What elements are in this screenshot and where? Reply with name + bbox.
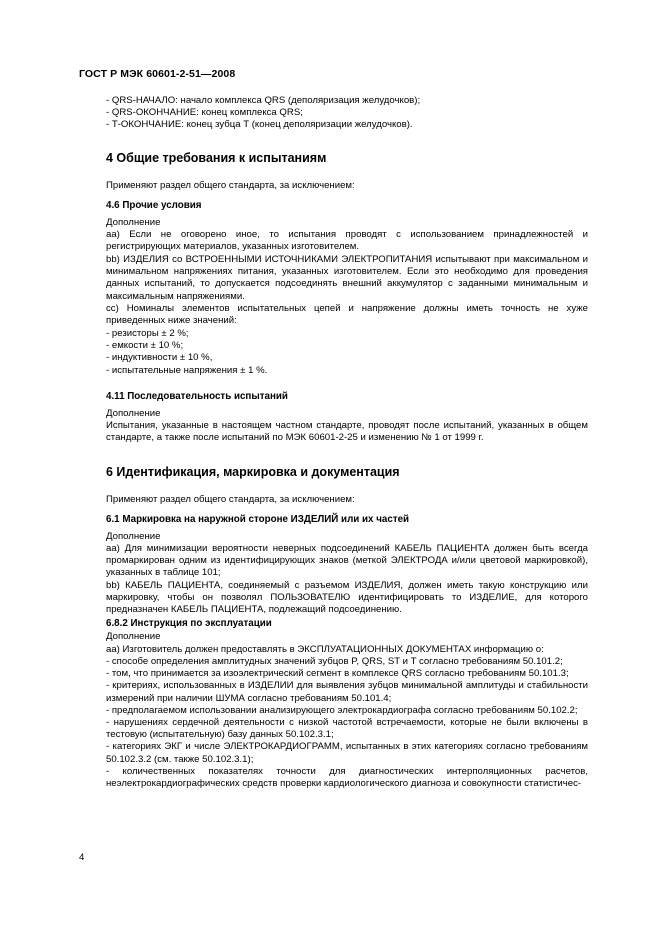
paragraph-6-8-2-aa: aa) Изготовитель должен предоставлять в ЭКСПЛУАТАЦИОННЫХ ДОКУМЕНТАХ информацию о: [106,644,544,655]
list-item: - нарушениях сердечной деятельности с низкой частотой встречаемости, которые не были включены в тестовую (испытательную) базу данных 50.102.3.1; [106,717,588,741]
subsection-4-6-addition: Дополнение [106,217,161,228]
top-list [106,95,588,132]
paragraph-6-1-aa: aa) Для минимизации вероятности неверных подсоединений КАБЕЛЬ ПАЦИЕНТА должен быть всегда промаркирован одним из идентифицирующих знаков (меткой ЭЛЕКТРОДА и/или цветовой маркировкой), указанных в таблице 101; [106,543,588,579]
list-item: - том, что принимается за изоэлектрический сегмент в комплексе QRS согласно требованиям 50.101.3; [106,668,569,680]
tolerance-list [106,328,588,377]
list-item: - способе определения амплитудных значений зубцов P, QRS, ST и T согласно требованиям 50.101.2; [106,656,563,667]
list-item: - индуктивности ± 10 %, [106,352,213,364]
paragraph-4-6-bb: bb) ИЗДЕЛИЯ со ВСТРОЕННЫМИ ИСТОЧНИКАМИ ЭЛЕКТРОПИТАНИЯ испытывают при максимальном и минимальном напряжениях питания, указанных изготовителем. Если это необходимо для проведения данных испытаний, то допускается подсоединять внешний аккумулятор с заданными минимальным и максимальным напряжениями. [106,254,588,302]
list-item: - испытательные напряжения ± 1 %. [106,364,268,376]
paragraph-4-6-aa: aa) Если не оговорено иное, то испытания проводят с использованием принадлежностей и регистрирующих материалов, указанных изготовителем. [106,229,588,253]
subsection-4-11-addition: Дополнение [106,408,161,419]
section-4-intro: Применяют раздел общего стандарта, за исключением: [106,180,355,191]
subsection-4-11-heading: 4.11 Последовательность испытаний [106,391,288,402]
list-item: - предполагаемом использовании анализирующего электрокардиографа согласно требованиям 50.102.2; [106,704,578,716]
paragraph-6-1-bb: bb) КАБЕЛЬ ПАЦИЕНТА, соединяемый с разъемом ИЗДЕЛИЯ, должен иметь такую конструкцию или маркировку, чтобы он позволял ПОЛЬЗОВАТЕЛЮ идентифицировать то ИЗДЕЛИЕ, для которого предназначен КАБЕЛЬ ПАЦИЕНТА, подлежащий подсоединению. [106,580,588,616]
subsection-6-8-2-addition: Дополнение [106,631,161,642]
list-item: - критериях, использованных в ИЗДЕЛИИ для выявления зубцов минимальной амплитуды и стабильности измерений при наличии ШУМА согласно требованиям 50.101.4; [106,680,588,704]
list-item: - емкости ± 10 %; [106,340,184,352]
list-item: - Т-ОКОНЧАНИЕ: конец зубца Т (конец деполяризации желудочков). [106,119,413,131]
section-6-intro: Применяют раздел общего стандарта, за исключением: [106,494,355,505]
running-header: ГОСТ Р МЭК 60601-2-51—2008 [79,68,236,80]
subsection-6-8-2-heading: 6.8.2 Инструкция по эксплуатации [106,618,272,629]
list-item: - категориях ЭКГ и числе ЭЛЕКТРОКАРДИОГРАММ, испытанных в этих категориях согласно требованиям 50.102.3.2 (см. также 50.102.3.1); [106,741,588,765]
section-4-heading: 4 Общие требования к испытаниям [106,151,327,165]
paragraph-4-6-cc: cc) Номиналы элементов испытательных цепей и напряжение должны иметь точность не хуже приведенных ниже значений: [106,303,588,327]
subsection-6-1-addition: Дополнение [106,531,161,542]
paragraph-4-11: Испытания, указанные в настоящем частном стандарте, проводят после испытаний, указанных в общем стандарте, а также после испытаний по МЭК 60601-2-25 и изменению № 1 от 1999 г. [106,420,588,444]
subsection-4-6-heading: 4.6 Прочие условия [106,200,202,211]
instructions-list [106,656,588,790]
list-item: - QRS-НАЧАЛО: начало комплекса QRS (деполяризация желудочков); [106,95,421,106]
list-item: - количественных показателях точности для диагностических интерполяционных расчетов, неэлектрокардиографических средств проверки кардиологического диагноза и совокупности статистичес- [106,765,588,790]
subsection-6-1-heading: 6.1 Маркировка на наружной стороне ИЗДЕЛИЙ или их частей [106,514,410,525]
list-item: - резисторы ± 2 %; [106,328,189,339]
page-number: 4 [79,852,85,863]
section-6-heading: 6 Идентификация, маркировка и документация [106,465,400,479]
list-item: - QRS-ОКОНЧАНИЕ: конец комплекса QRS; [106,107,303,119]
